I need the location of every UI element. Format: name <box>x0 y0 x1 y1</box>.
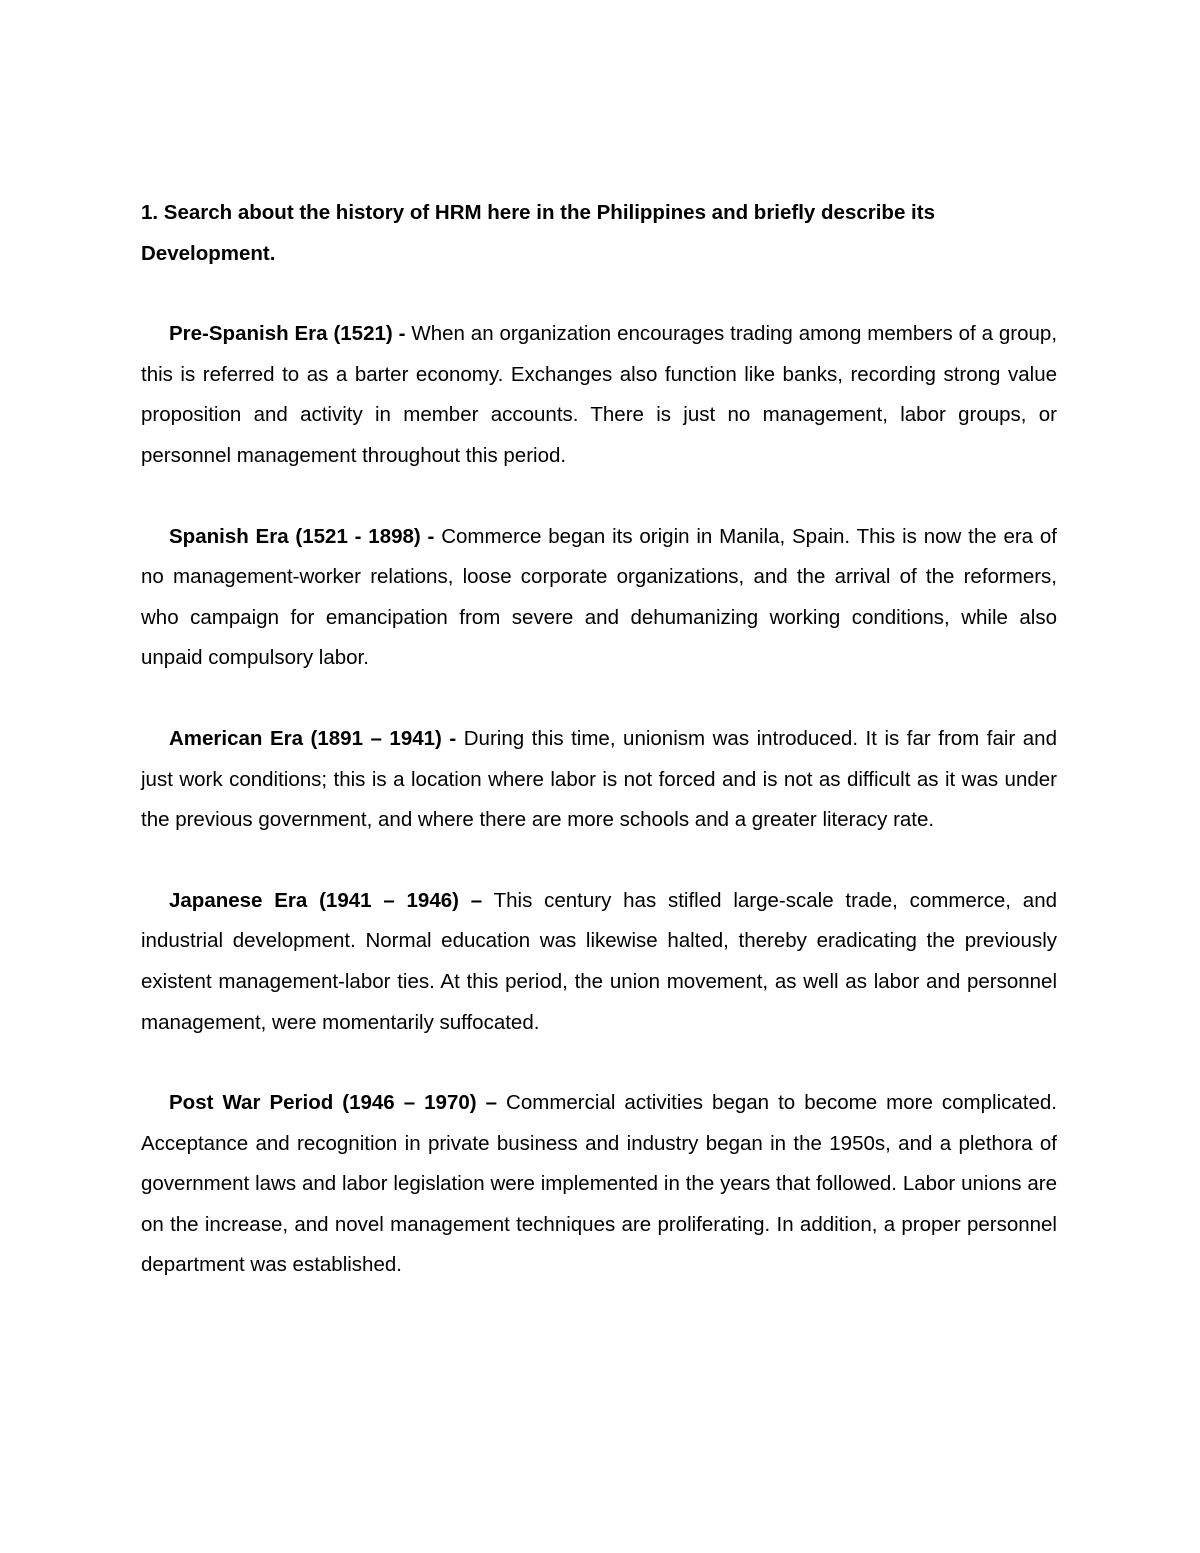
era-heading: Post War Period (1946 – 1970) – <box>169 1091 498 1115</box>
era-text: During this time, unionism was introduced. It is far from fair and just work conditions; this is a location where labor is not forced and is not as difficult as it was under the previous government, and where there are more schools and a greater literacy rate. <box>141 726 1057 832</box>
era-text: When an organization encourages trading among members of a group, this is referred to as a barter economy. Exchanges also function like banks, recording strong value proposition and activity in member accounts. There is just no management, labor groups, or personnel management throughout this period. <box>141 322 1058 467</box>
era-paragraph-pre-spanish <box>141 314 1057 476</box>
era-heading: Spanish Era (1521 - 1898) - <box>169 524 435 548</box>
era-paragraph-japanese <box>141 881 1057 1043</box>
era-heading: Pre-Spanish Era (1521) - <box>169 322 406 346</box>
era-heading: Japanese Era (1941 – 1946) – <box>169 888 483 912</box>
era-paragraph-american <box>141 719 1057 841</box>
era-heading: American Era (1891 – 1941) - <box>169 726 457 750</box>
era-text: Commercial activities began to become more complicated. Acceptance and recognition in private business and industry began in the 1950s, and a plethora of government laws and labor legislation were implemented in the years that followed. Labor unions are on the increase, and novel management techniques are proliferating. In addition, a proper personnel department was established. <box>141 1091 1057 1277</box>
document-page <box>141 193 1057 1286</box>
era-text: This century has stifled large-scale trade, commerce, and industrial development. Normal education was likewise halted, thereby eradicating the previously existent management-labor ties. At this period, the union movement, as well as labor and personnel management, were momentarily suffocated. <box>141 888 1057 1034</box>
era-text: Commerce began its origin in Manila, Spain. This is now the era of no management-worker relations, loose corporate organizations, and the arrival of the reformers, who campaign for emancipation from severe and dehumanizing working conditions, while also unpaid compulsory labor. <box>141 524 1057 670</box>
era-paragraph-post-war <box>141 1083 1057 1286</box>
era-paragraph-spanish <box>141 517 1057 679</box>
question-heading: 1. Search about the history of HRM here in the Philippines and briefly describe its Development. <box>141 201 935 265</box>
